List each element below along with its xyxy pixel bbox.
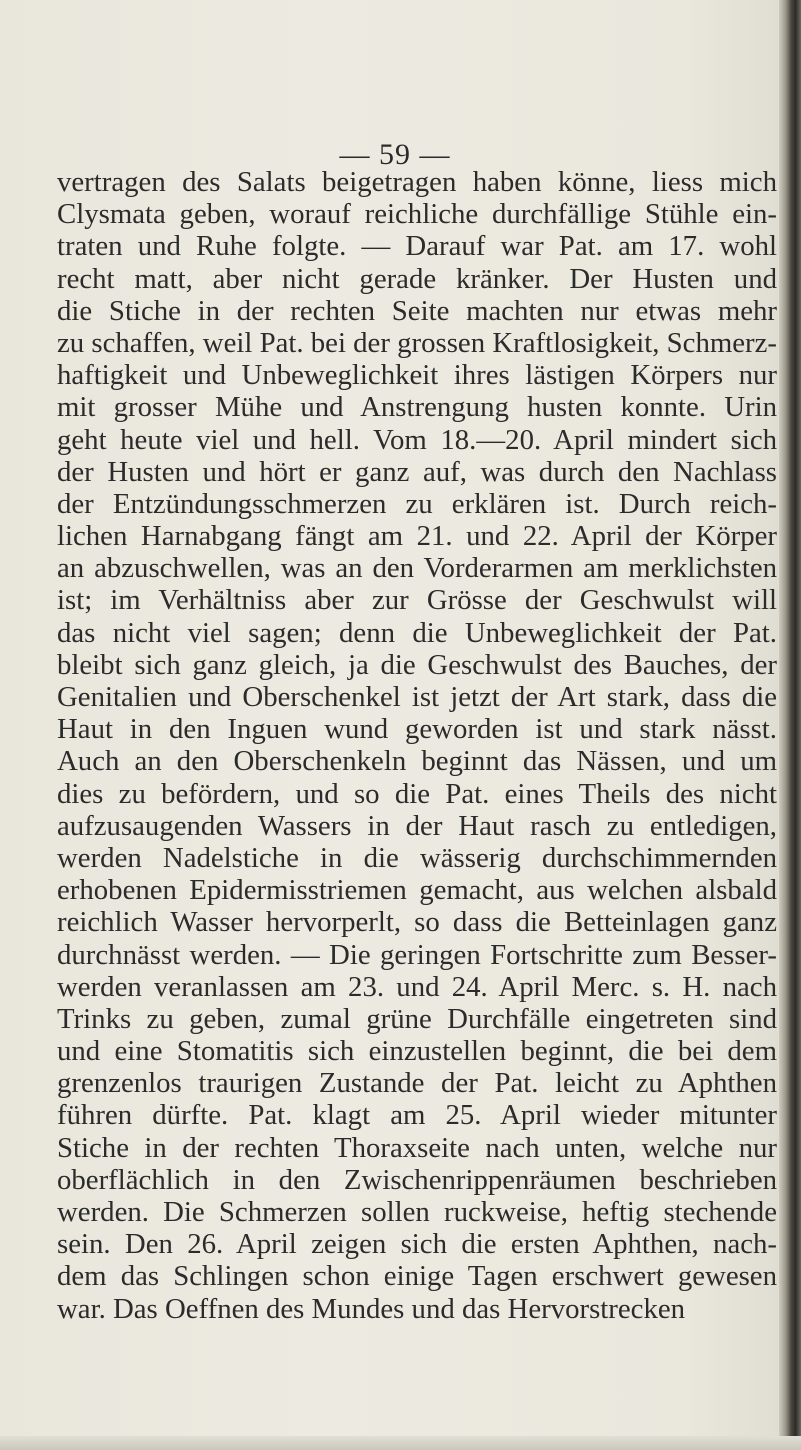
text-line: dem das Schlingen schon einige Tagen erschwert gewesen <box>57 1260 777 1293</box>
page-bottom-edge <box>0 1436 801 1450</box>
text-line: Trinks zu geben, zumal grüne Durchfälle eingetreten sind <box>57 1002 777 1035</box>
text-line: grenzenlos traurigen Zustande der Pat. leicht zu Aphthen <box>57 1067 777 1100</box>
text-line: traten und Ruhe folgte. — Darauf war Pat. am 17. wohl <box>57 230 777 263</box>
text-line: das nicht viel sagen; denn die Unbeweglichkeit der Pat. <box>57 616 777 649</box>
text-line: werden. Die Schmerzen sollen ruckweise, heftig stechende <box>57 1196 777 1228</box>
text-line: lichen Harnabgang fängt am 21. und 22. April der Körper <box>57 520 777 553</box>
text-line: erhobenen Epidermisstriemen gemacht, aus welchen alsbald <box>57 874 777 907</box>
text-line: dies zu befördern, und so die Pat. eines Theils des nicht <box>57 777 777 810</box>
text-line: sein. Den 26. April zeigen sich die ersten Aphthen, nach- <box>57 1228 777 1261</box>
text-line: mit grosser Mühe und Anstrengung husten konnte. Urin <box>57 391 777 424</box>
text-line: oberflächlich in den Zwischenrippenräumen beschrieben <box>57 1163 777 1196</box>
text-line: an abzuschwellen, was an den Vorderarmen am merklichsten <box>57 552 777 585</box>
text-line: Clysmata geben, worauf reichliche durchfällige Stühle ein- <box>57 198 777 231</box>
text-line: haftigkeit und Unbeweglichkeit ihres lästigen Körpers nur <box>57 359 777 392</box>
text-line: war. Das Oeffnen des Mundes und das Hervorstrecken <box>57 1292 686 1325</box>
text-line: ist; im Verhältniss aber zur Grösse der Geschwulst will <box>57 584 777 617</box>
text-line: bleibt sich ganz gleich, ja die Geschwulst des Bauches, der <box>57 648 777 681</box>
text-line: vertragen des Salats beigetragen haben könne, liess mich <box>57 166 777 198</box>
page-number: — 59 — <box>339 138 451 171</box>
text-line: der Husten und hört er ganz auf, was durch den Nachlass <box>57 455 777 488</box>
text-line: werden veranlassen am 23. und 24. April Merc. s. H. nach <box>57 970 777 1003</box>
text-line: die Stiche in der rechten Seite machten nur etwas mehr <box>57 294 777 327</box>
text-line: und eine Stomatitis sich einzustellen beginnt, die bei dem <box>57 1035 777 1068</box>
text-line: führen dürfte. Pat. klagt am 25. April wieder mitunter <box>57 1099 777 1132</box>
text-line: aufzusaugenden Wassers in der Haut rasch zu entledigen, <box>57 809 777 842</box>
text-line: Auch an den Oberschenkeln beginnt das Nässen, und um <box>57 745 777 778</box>
text-line: durchnässt werden. — Die geringen Fortschritte zum Besser- <box>57 938 777 971</box>
text-line: Stiche in der rechten Thoraxseite nach unten, welche nur <box>57 1131 777 1164</box>
text-line: zu schaffen, weil Pat. bei der grossen Kraftlosigkeit, Schmerz- <box>57 326 777 359</box>
page-binding-edge <box>779 0 801 1450</box>
text-line: Haut in den Inguen wund geworden ist und stark nässt. <box>57 713 777 746</box>
text-line: recht matt, aber nicht gerade kränker. Der Husten und <box>57 262 777 295</box>
text-line: Genitalien und Oberschenkel ist jetzt der Art stark, dass die <box>57 681 777 713</box>
text-line: der Entzündungsschmerzen zu erklären ist. Durch reich- <box>57 487 777 520</box>
text-line: werden Nadelstiche in die wässerig durchschimmernden <box>57 841 777 874</box>
body-text <box>57 166 777 1325</box>
text-line: reichlich Wasser hervorperlt, so dass die Betteinlagen ganz <box>57 906 777 939</box>
text-line: geht heute viel und hell. Vom 18.—20. April mindert sich <box>57 423 777 456</box>
